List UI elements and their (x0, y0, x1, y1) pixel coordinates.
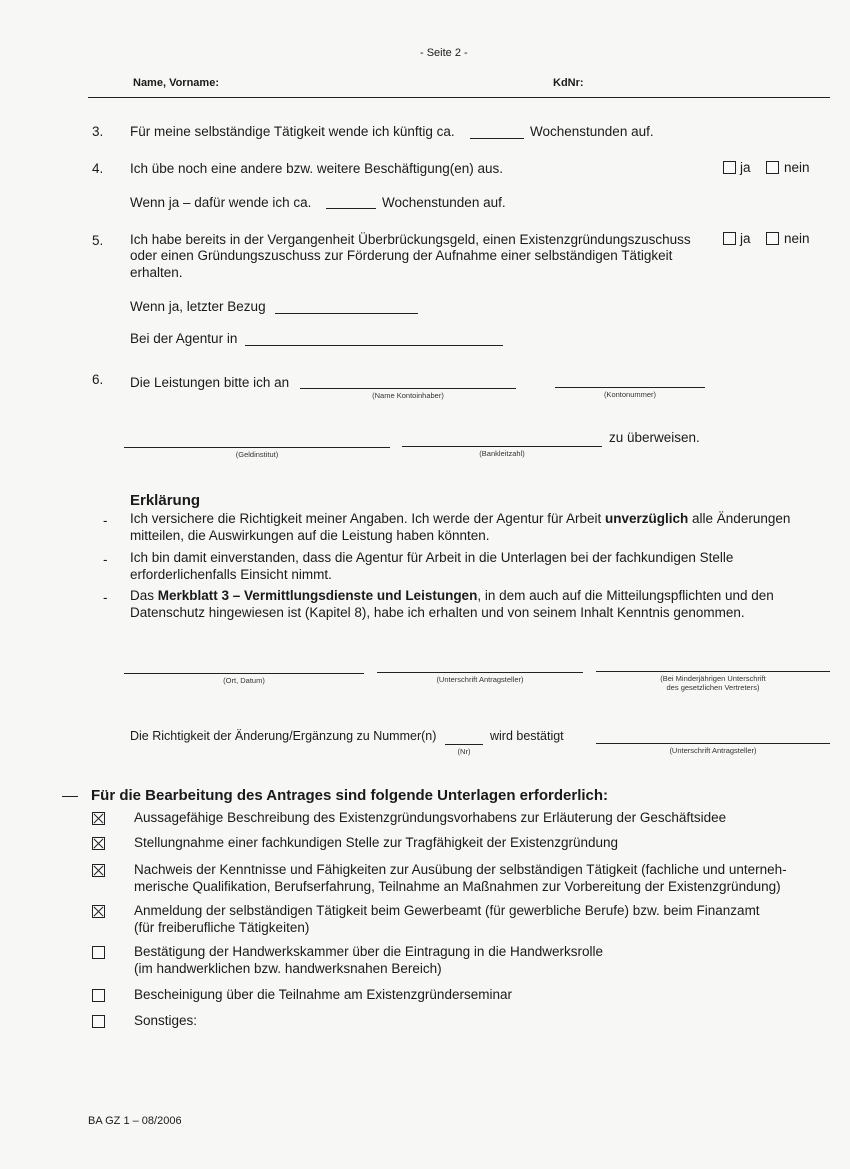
place-date-field[interactable] (124, 673, 364, 674)
q6-text: Die Leistungen bitte ich an (130, 375, 290, 390)
document-item-text: Bescheinigung über die Teilnahme am Existenzgründerseminar (134, 987, 512, 1002)
document-item-text: Sonstiges: (134, 1013, 198, 1028)
q3-text: Für meine selbständige Tätigkeit wende ich künftig ca. (130, 124, 455, 139)
q4-text: Ich übe noch eine andere bzw. weitere Beschäftigung(en) aus. (130, 161, 503, 176)
account-number-caption: (Kontonummer) (603, 390, 657, 399)
bullet-dash: - (103, 513, 108, 528)
q5-line1: Ich habe bereits in der Vergangenheit Überbrückungsgeld, einen Existenzgründungszuschuss (130, 232, 691, 247)
applicant-signature-field[interactable] (377, 672, 583, 673)
bullet-dash: - (103, 590, 108, 605)
guardian-signature-field[interactable] (596, 671, 830, 672)
q5-last-label: Wenn ja, letzter Bezug (130, 299, 266, 314)
declaration-item-3: Das Merkblatt 3 – Vermittlungsdienste und Leistungen, in dem auch auf die Mitteilungspflichten und den Datenschutz hingewiesen ist (Kapitel 8), habe ich erhalten und von seinem Inhalt Kenntnis genommen. (130, 588, 774, 620)
confirm-text: Die Richtigkeit der Änderung/Ergänzung zu Nummer(n) (130, 729, 437, 743)
account-number-field[interactable] (555, 387, 705, 388)
document-item-text: Stellungnahme einer fachkundigen Stelle zur Tragfähigkeit der Existenzgründung (134, 835, 619, 850)
document-item-text: Bestätigung der Handwerkskammer über die Eintragung in die Handwerksrolle (134, 944, 603, 959)
account-holder-caption: (Name Kontoinhaber) (372, 391, 444, 400)
bank-caption: (Geldinstitut) (235, 450, 279, 459)
q5-line3: erhalten. (130, 265, 183, 280)
confirm-nr-field[interactable] (445, 744, 483, 745)
document-checkbox[interactable] (92, 1015, 105, 1028)
q4-ja-label: ja (740, 160, 751, 175)
q5-ja-checkbox[interactable] (723, 232, 736, 245)
document-item-text: Anmeldung der selbständigen Tätigkeit beim Gewerbeamt (für gewerbliche Berufe) bzw. beim Finanzamt (134, 903, 760, 918)
q5-agency-label: Bei der Agentur in (130, 331, 238, 346)
q5-line2: oder einen Gründungszuschuss zur Förderung der Aufnahme einer selbständigen Tätigkeit (130, 248, 673, 263)
declaration-item-2: Ich bin damit einverstanden, dass die Agentur für Arbeit in die Unterlagen bei der fachkundigen Stelle erforderlichenfalls Einsicht nimmt. (130, 550, 734, 582)
q4-sub-text: Wenn ja – dafür wende ich ca. (130, 195, 312, 210)
document-checkbox[interactable] (92, 864, 105, 877)
confirm-nr-caption: (Nr) (457, 747, 471, 756)
q3-number: 3. (92, 124, 104, 139)
document-item-text: (im handwerklichen bzw. handwerksnahen Bereich) (134, 961, 442, 976)
declaration-title: Erklärung (130, 492, 201, 509)
document-item-text: merische Qualifikation, Berufserfahrung, Teilnahme an Maßnahmen zur Vorbereitung der Existenzgründung) (134, 879, 781, 894)
q6-number: 6. (92, 372, 104, 387)
q3-text-after: Wochenstunden auf. (530, 124, 654, 139)
q5-number: 5. (92, 233, 104, 248)
confirm-signature-field[interactable] (596, 743, 830, 744)
blz-caption: (Bankleitzahl) (479, 449, 525, 458)
confirm-after: wird bestätigt (490, 729, 564, 743)
name-label: Name, Vorname: (133, 77, 219, 89)
applicant-signature-caption: (Unterschrift Antragsteller) (436, 675, 524, 684)
guardian-caption-2: des gesetzlichen Vertreters) (666, 683, 760, 692)
declaration-item-1: Ich versichere die Richtigkeit meiner Angaben. Ich werde der Agentur für Arbeit unverzüglich alle Änderungen mitteilen, die Auswirkungen auf die Leistung haben könnten. (130, 511, 791, 543)
document-checkbox[interactable] (92, 837, 105, 850)
q5-ja-label: ja (740, 231, 751, 246)
document-item-text: Nachweis der Kenntnisse und Fähigkeiten zur Ausübung der selbständigen Tätigkeit (fachliche und unterneh- (134, 862, 787, 877)
blz-field[interactable] (402, 446, 602, 447)
kdnr-label: KdNr: (553, 77, 584, 89)
q5-last-field[interactable] (275, 313, 418, 314)
margin-dash (62, 796, 78, 797)
q3-hours-field[interactable] (470, 138, 524, 139)
document-checkbox[interactable] (92, 812, 105, 825)
q5-nein-label: nein (784, 231, 810, 246)
page-number: - Seite 2 - (420, 47, 468, 59)
q4-ja-checkbox[interactable] (723, 161, 736, 174)
document-item-text: (für freiberufliche Tätigkeiten) (134, 920, 310, 935)
bank-field[interactable] (124, 447, 390, 448)
q4-nein-checkbox[interactable] (766, 161, 779, 174)
q4-hours-field[interactable] (326, 208, 376, 209)
guardian-caption-1: (Bei Minderjährigen Unterschrift (660, 674, 766, 683)
document-checkbox[interactable] (92, 989, 105, 1002)
documents-title: Für die Bearbeitung des Antrages sind folgende Unterlagen erforderlich: (91, 787, 609, 804)
q5-nein-checkbox[interactable] (766, 232, 779, 245)
q4-sub-after: Wochenstunden auf. (382, 195, 506, 210)
place-date-caption: (Ort, Datum) (223, 676, 265, 685)
q4-number: 4. (92, 161, 104, 176)
q6-end: zu überweisen. (609, 430, 700, 445)
q5-agency-field[interactable] (245, 345, 503, 346)
q4-nein-label: nein (784, 160, 810, 175)
confirm-signature-caption: (Unterschrift Antragsteller) (669, 746, 757, 755)
document-item-text: Aussagefähige Beschreibung des Existenzgründungsvorhabens zur Erläuterung der Geschäftsidee (134, 810, 727, 825)
bullet-dash: - (103, 552, 108, 567)
document-checkbox[interactable] (92, 905, 105, 918)
header-rule (88, 97, 830, 98)
form-code: BA GZ 1 – 08/2006 (88, 1115, 182, 1127)
document-checkbox[interactable] (92, 946, 105, 959)
account-holder-field[interactable] (300, 388, 516, 389)
